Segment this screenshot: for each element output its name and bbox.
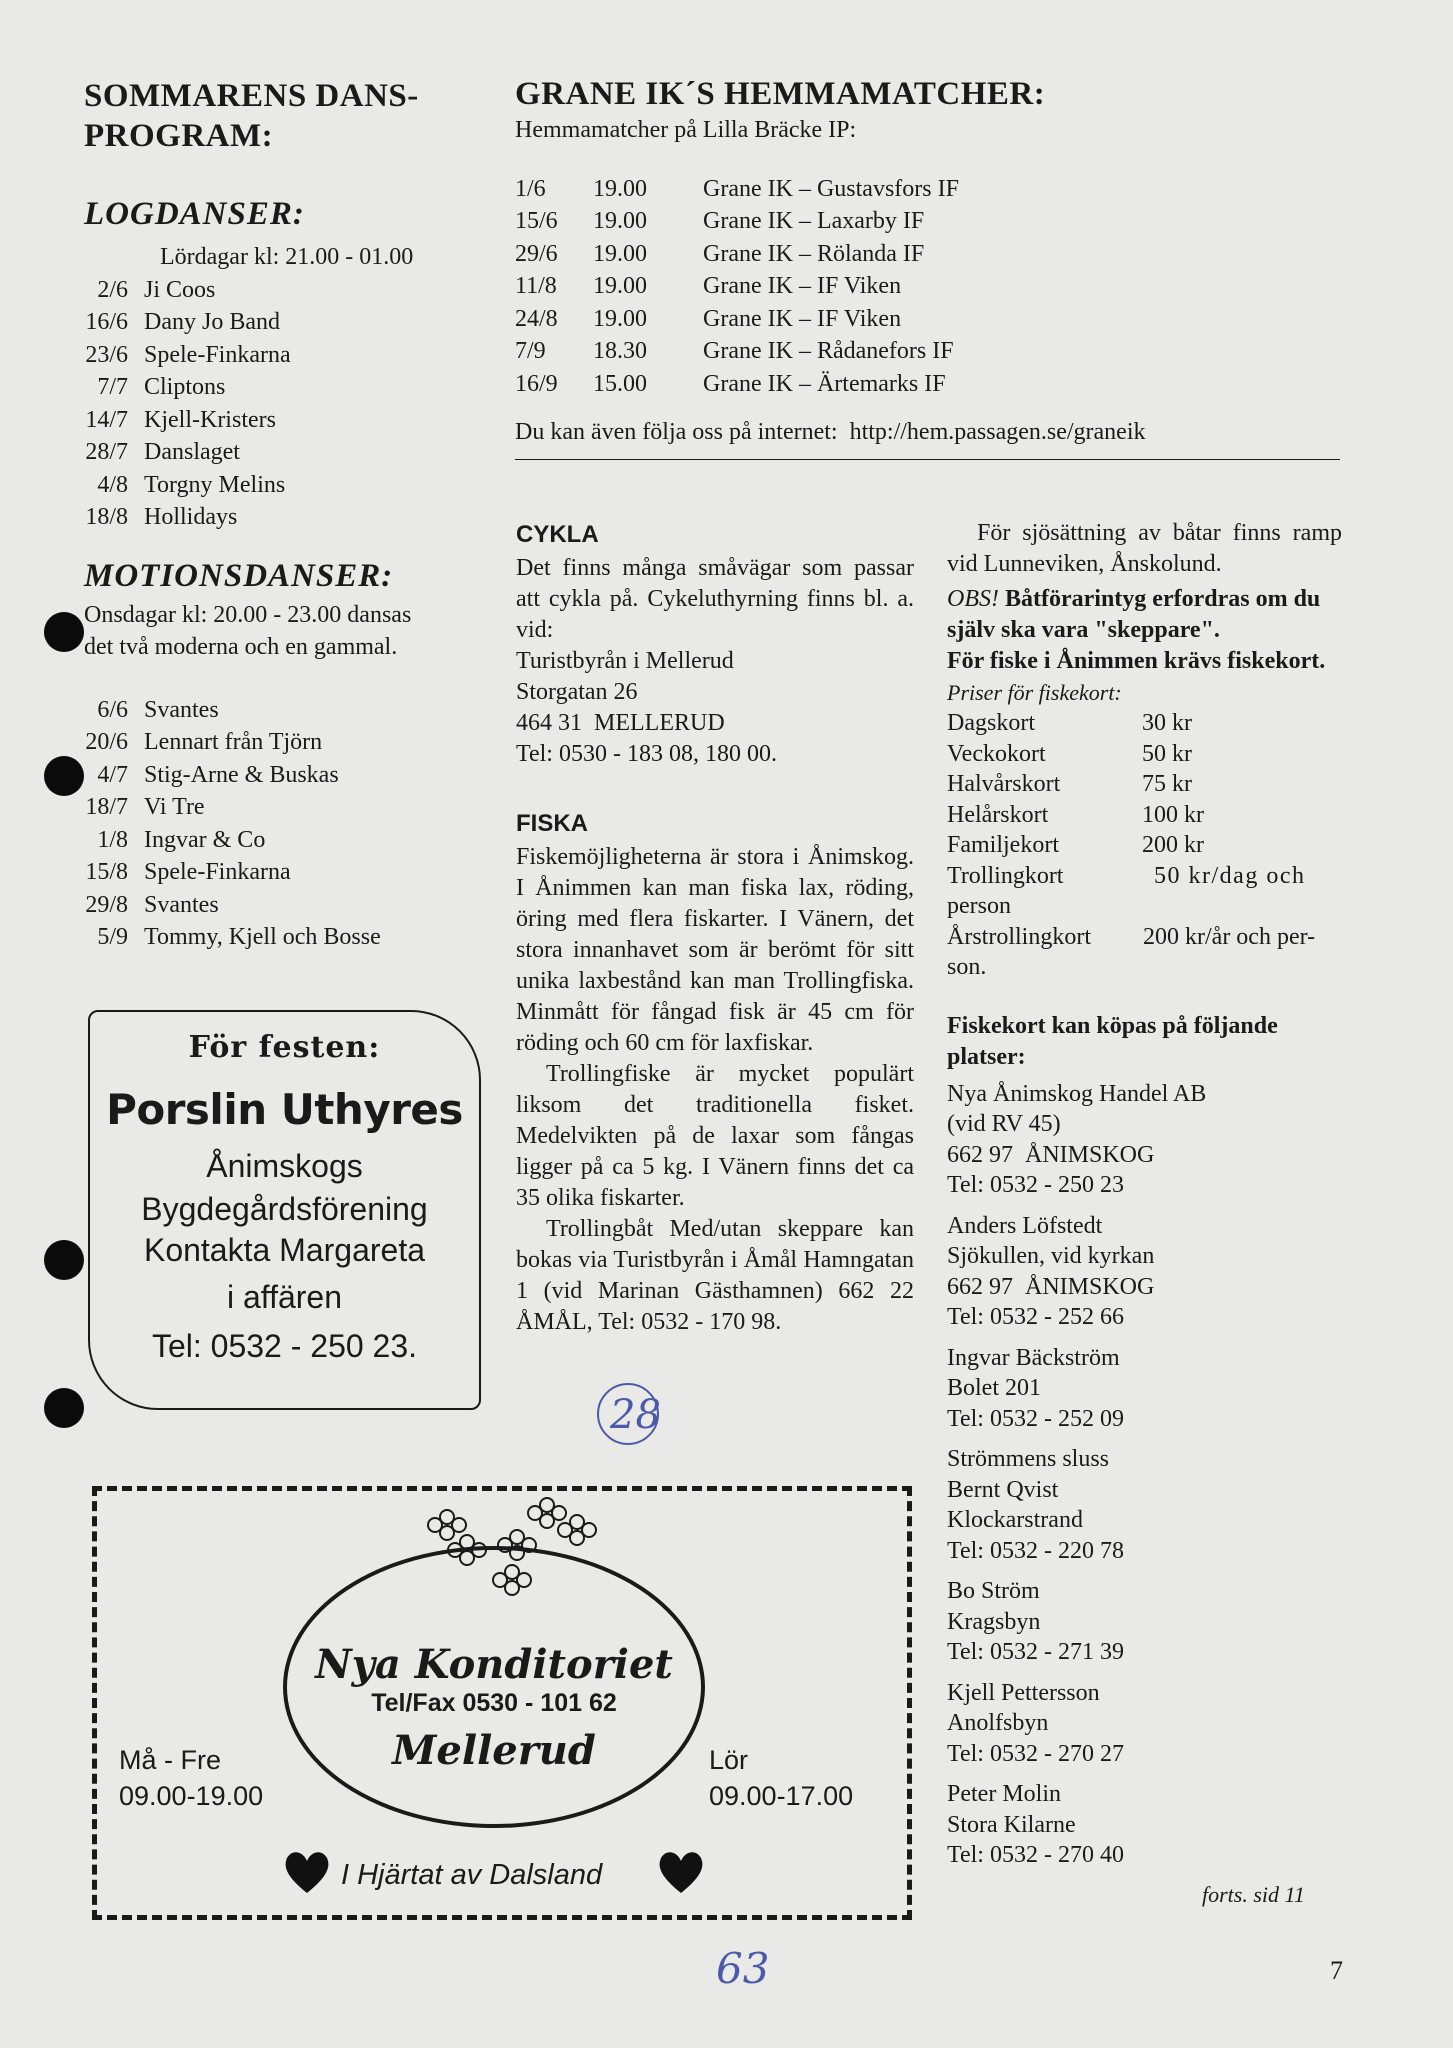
dance-date: 18/8 — [85, 504, 128, 530]
place-entry — [947, 1576, 1342, 1668]
place-line: Kjell Pettersson — [947, 1679, 1100, 1706]
dance-band: Vi Tre — [144, 794, 205, 820]
price-label: Dagskort — [947, 710, 1035, 736]
match-teams: Grane IK – IF Viken — [703, 305, 902, 332]
match-list — [515, 173, 1340, 401]
dance-band: Lennart från Tjörn — [144, 729, 323, 755]
porslin-line7: Tel: 0532 - 250 23. — [151, 1328, 418, 1364]
dance-title-line2: PROGRAM: — [84, 118, 274, 154]
place-line: Anolfsbyn — [947, 1710, 1049, 1736]
dance-band: Cliptons — [144, 374, 226, 400]
price-value: 30 kr — [1142, 710, 1192, 736]
konditori-slogan: I Hjärtat av Dalsland — [341, 1859, 603, 1891]
price-row — [947, 769, 1342, 800]
match-date: 29/6 — [515, 240, 558, 267]
page-number: 7 — [1330, 1956, 1343, 1985]
dance-band: Svantes — [144, 891, 219, 918]
divider — [515, 459, 1340, 460]
match-row — [515, 303, 1340, 336]
dance-date: 16/6 — [85, 309, 128, 335]
match-date: 24/8 — [515, 305, 558, 332]
matches-section — [515, 74, 1340, 460]
place-entry — [947, 1079, 1342, 1201]
porslin-line5: Kontakta Margareta — [143, 1232, 426, 1268]
launch-text: För sjösättning av båtar finns ramp vid Lunneviken, Ånskolund. — [947, 520, 1342, 577]
match-time: 18.30 — [593, 338, 647, 364]
place-entry — [947, 1211, 1342, 1333]
matches-title: GRANE IK´S HEMMAMATCHER: — [515, 76, 1046, 112]
porslin-line1: För festen: — [188, 1030, 381, 1065]
price-value: 50 kr — [1142, 740, 1192, 767]
dance-row — [64, 694, 484, 727]
place-entry — [947, 1779, 1342, 1871]
konditori-town: Mellerud — [392, 1727, 596, 1774]
motion-list — [64, 694, 484, 954]
dance-row — [64, 824, 484, 857]
match-teams: Grane IK – Rölanda IF — [703, 240, 925, 267]
dance-row — [64, 856, 484, 889]
price-row — [947, 708, 1342, 739]
fiska-p1: Fiskemöjligheterna är stora i Ånimskog. I Ånimmen kan man fiska lax, röding, öring med flera fiskarter. I Vänern, det stora innanhavet som är berömt för sitt unika laxbestånd kan man Trollingfiska. Minmått för fångad fisk är 45 cm för röding och 60 cm för laxfiskar. — [516, 844, 914, 1056]
dance-band: Stig-Arne & Buskas — [144, 761, 339, 788]
konditori-tel: Tel/Fax 0530 - 101 62 — [371, 1689, 617, 1717]
dance-band: Hollidays — [144, 504, 238, 530]
price-label: Årstrollingkort — [947, 923, 1091, 950]
price-list — [947, 708, 1342, 861]
place-line: Bo Ström — [947, 1578, 1040, 1604]
cykla-text: Det finns många småvägar som passar att cykla på. Cykeluthyrning finns bl. a. vid: — [516, 555, 914, 643]
place-line: Tel: 0532 - 220 78 — [947, 1537, 1124, 1564]
obs-text: Båtförarintyg erfordras om du själv ska vara "skeppare". — [947, 586, 1321, 643]
price-trolling-cont: person — [947, 893, 1011, 919]
cykla-addr2: Storgatan 26 — [516, 679, 638, 705]
match-row — [515, 173, 1340, 206]
dance-date: 4/8 — [97, 471, 128, 498]
matches-internet: Du kan även följa oss på internet: http://hem.passagen.se/graneik — [515, 419, 1146, 445]
cykla-addr4: Tel: 0530 - 183 08, 180 00. — [516, 741, 777, 767]
dance-row — [64, 791, 484, 824]
obs-note — [947, 584, 1342, 646]
dance-band: Torgny Melins — [144, 471, 286, 498]
dance-row — [64, 726, 484, 759]
dance-date: 5/9 — [97, 924, 128, 950]
price-row — [947, 800, 1342, 831]
place-line: 662 97 ÅNIMSKOG — [947, 1273, 1155, 1300]
place-line: Tel: 0532 - 270 40 — [947, 1842, 1124, 1868]
dance-title-line1: SOMMARENS DANS- — [84, 78, 419, 114]
fiskekort-required: För fiske i Ånimmen krävs fiskekort. — [947, 648, 1326, 674]
middle-column — [516, 521, 914, 1338]
price-row — [947, 830, 1342, 861]
match-time: 19.00 — [593, 240, 647, 267]
place-line: Tel: 0532 - 250 23 — [947, 1172, 1124, 1198]
log-heading: LOGDANSER: — [84, 196, 305, 232]
motion-heading: MOTIONSDANSER: — [84, 557, 394, 594]
place-line: Strömmens sluss — [947, 1446, 1110, 1472]
match-teams: Grane IK – Ärtemarks IF — [703, 370, 946, 397]
dance-section — [84, 76, 484, 954]
match-row — [515, 335, 1340, 368]
dance-row — [64, 436, 484, 469]
match-date: 1/6 — [515, 175, 546, 202]
dance-row — [64, 921, 484, 954]
place-line: Tel: 0532 - 271 39 — [947, 1639, 1124, 1665]
dance-row — [64, 404, 484, 437]
price-label: Familjekort — [947, 832, 1059, 858]
match-teams: Grane IK – IF Viken — [703, 273, 902, 299]
price-value: 75 kr — [1142, 771, 1192, 797]
match-teams: Grane IK – Gustavsfors IF — [703, 175, 959, 202]
match-time: 19.00 — [593, 305, 647, 332]
porslin-line4: Bygdegårdsförening — [141, 1191, 428, 1227]
match-date: 15/6 — [515, 208, 558, 234]
match-row — [515, 270, 1340, 303]
dance-date: 18/7 — [85, 794, 128, 820]
log-list — [64, 274, 484, 534]
dance-row — [64, 759, 484, 792]
dance-date: 29/8 — [85, 891, 128, 918]
matches-subtitle: Hemmamatcher på Lilla Bräcke IP: — [515, 117, 857, 143]
match-date: 11/8 — [515, 273, 557, 299]
place-line: Bolet 201 — [947, 1375, 1041, 1401]
price-label: Veckokort — [947, 740, 1046, 767]
handwritten-28 — [590, 1378, 670, 1450]
dance-band: Danslaget — [144, 439, 240, 465]
price-label: Trollingkort — [947, 862, 1064, 889]
prices-heading: Priser för fiskekort: — [947, 680, 1122, 705]
price-arstrolling-cont: son. — [947, 954, 987, 980]
place-line: Tel: 0532 - 252 09 — [947, 1405, 1124, 1432]
places-heading: Fiskekort kan köpas på följande platser: — [947, 1012, 1278, 1070]
dance-band: Ji Coos — [144, 276, 216, 303]
place-line: Klockarstrand — [947, 1507, 1083, 1533]
match-row — [515, 368, 1340, 401]
heart-icon-right — [657, 1849, 705, 1895]
dance-band: Tommy, Kjell och Bosse — [144, 924, 381, 950]
place-line: Kragsbyn — [947, 1608, 1041, 1635]
price-row-trolling — [947, 861, 1342, 892]
fiska-p3: Trollingbåt Med/utan skeppare kan bokas via Turistbyrån i Åmål Hamngatan 1 (vid Marinan Gästhamnen) 662 22 ÅMÅL, Tel: 0532 - 170 98. — [516, 1216, 914, 1335]
match-time: 19.00 — [593, 175, 647, 202]
price-value: 100 kr — [1142, 801, 1204, 828]
dance-band: Spele-Finkarna — [144, 341, 291, 368]
match-date: 7/9 — [515, 338, 546, 364]
dance-date: 20/6 — [85, 729, 128, 755]
motion-text-2: det två moderna och en gammal. — [84, 634, 398, 660]
handwritten-63: 63 — [716, 1944, 770, 1993]
dance-date: 4/7 — [97, 761, 128, 788]
price-value: 200 kr/år och per- — [1143, 923, 1316, 950]
place-line: Tel: 0532 - 252 66 — [947, 1304, 1124, 1330]
dance-row — [64, 339, 484, 372]
dance-band: Dany Jo Band — [144, 309, 280, 335]
match-row — [515, 205, 1340, 238]
motion-text-1: Onsdagar kl: 20.00 - 23.00 dansas — [84, 601, 412, 628]
konditori-right-hours: 09.00-17.00 — [709, 1781, 854, 1811]
place-line: Tel: 0532 - 270 27 — [947, 1740, 1124, 1767]
binder-hole-1 — [44, 612, 84, 652]
match-time: 19.00 — [593, 273, 647, 299]
konditori-name: Nya Konditoriet — [315, 1641, 673, 1688]
binder-hole-4 — [44, 1388, 84, 1428]
konditori-right-days: Lör — [709, 1745, 749, 1775]
porslin-line3: Ånimskogs — [206, 1148, 363, 1184]
konditori-left-days: Må - Fre — [119, 1745, 222, 1775]
price-label: Halvårskort — [947, 771, 1061, 797]
place-line: Sjökullen, vid kyrkan — [947, 1243, 1155, 1269]
match-time: 15.00 — [593, 370, 647, 397]
place-line: Bernt Qvist — [947, 1476, 1059, 1503]
dance-date: 6/6 — [97, 696, 128, 723]
porslin-line2: Porslin Uthyres — [106, 1085, 463, 1134]
dance-row — [64, 501, 484, 534]
price-row-arstrolling — [947, 922, 1342, 953]
dance-row — [64, 469, 484, 502]
place-line: Anders Löfstedt — [947, 1212, 1103, 1239]
place-line: 662 97 ÅNIMSKOG — [947, 1141, 1155, 1168]
cykla-addr1: Turistbyrån i Mellerud — [516, 648, 734, 674]
heart-icon-left — [283, 1849, 331, 1895]
match-time: 19.00 — [593, 208, 647, 234]
price-row — [947, 739, 1342, 770]
cykla-addr3: 464 31 MELLERUD — [516, 710, 725, 736]
fiska-heading: FISKA — [516, 810, 588, 837]
match-row — [515, 238, 1340, 271]
dance-date: 23/6 — [85, 341, 128, 368]
dance-date: 14/7 — [85, 406, 128, 433]
porslin-ad — [88, 1010, 481, 1410]
dance-row — [64, 371, 484, 404]
dance-row — [64, 306, 484, 339]
dance-date: 2/6 — [97, 276, 128, 303]
place-list — [947, 1079, 1342, 1871]
place-line: Peter Molin — [947, 1781, 1061, 1807]
right-column — [947, 518, 1342, 1881]
log-subtitle: Lördagar kl: 21.00 - 01.00 — [160, 244, 414, 270]
price-value: 50 kr/dag och — [1154, 862, 1306, 889]
price-label: Helårskort — [947, 801, 1049, 828]
place-entry — [947, 1444, 1342, 1566]
fiska-p2: Trollingfiske är mycket populärt liksom det traditionella fisket. Medelvikten på de laxar som fångas ligger på ca 5 kg. I Vänern finns det ca 35 olika fiskarter. — [516, 1061, 914, 1211]
konditori-ad — [92, 1486, 912, 1920]
place-line: Nya Ånimskog Handel AB — [947, 1080, 1207, 1107]
konditori-left-hours: 09.00-19.00 — [119, 1781, 264, 1811]
match-teams: Grane IK – Rådanefors IF — [703, 338, 954, 364]
cykla-heading: CYKLA — [516, 521, 599, 548]
porslin-line6: i affären — [226, 1279, 343, 1315]
dance-date: 28/7 — [85, 439, 128, 465]
dance-row — [64, 274, 484, 307]
svg-text:28: 28 — [610, 1392, 661, 1438]
place-line: Stora Kilarne — [947, 1811, 1076, 1838]
match-date: 16/9 — [515, 370, 558, 397]
price-value: 200 kr — [1142, 832, 1204, 858]
dance-band: Svantes — [144, 696, 219, 723]
dance-band: Kjell-Kristers — [144, 406, 276, 433]
dance-date: 7/7 — [97, 374, 128, 400]
dance-band: Ingvar & Co — [144, 826, 266, 853]
binder-hole-3 — [44, 1240, 84, 1280]
obs-label: OBS! — [947, 586, 999, 612]
place-entry — [947, 1343, 1342, 1435]
match-teams: Grane IK – Laxarby IF — [703, 208, 925, 234]
dance-date: 1/8 — [97, 826, 128, 853]
forts-note: forts. sid 11 — [1202, 1882, 1305, 1907]
dance-row — [64, 889, 484, 922]
dance-date: 15/8 — [85, 859, 128, 885]
place-line: (vid RV 45) — [947, 1111, 1061, 1137]
place-entry — [947, 1678, 1342, 1770]
dance-band: Spele-Finkarna — [144, 859, 291, 885]
place-line: Ingvar Bäckström — [947, 1344, 1120, 1371]
